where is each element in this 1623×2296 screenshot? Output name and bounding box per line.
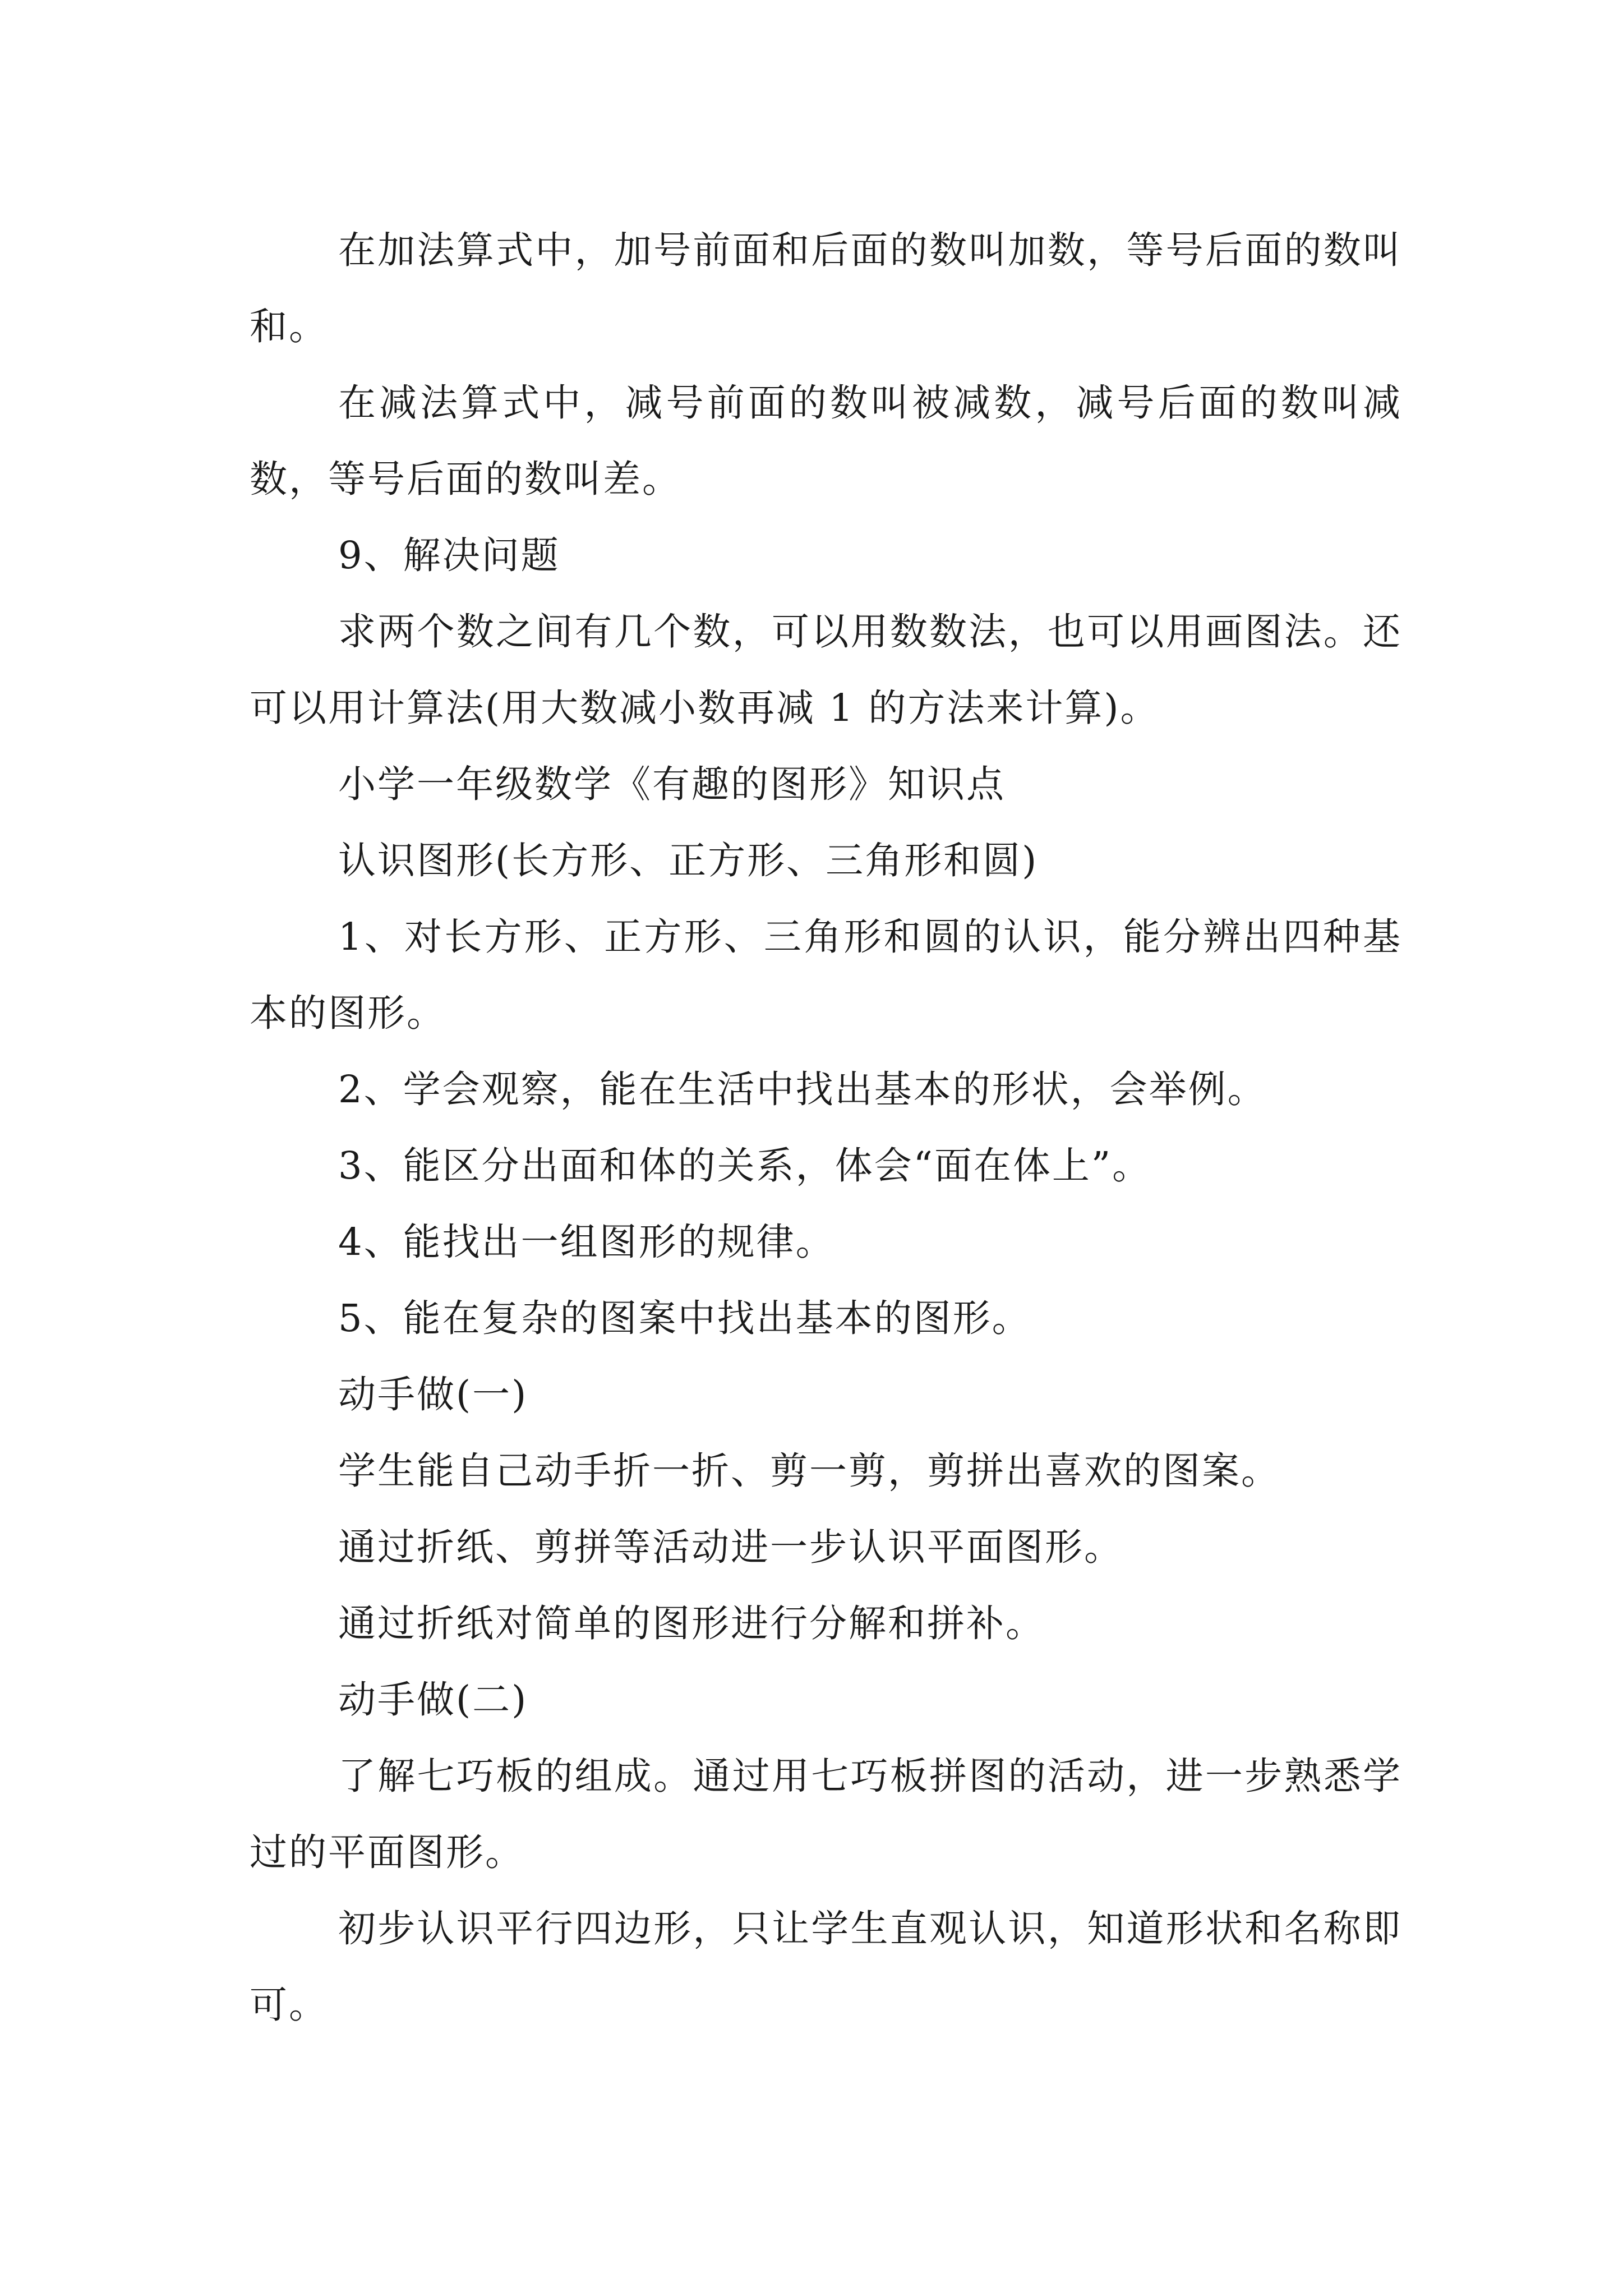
- subheading-recognize-shapes: 认识图形(长方形、正方形、三角形和圆): [338, 839, 1039, 882]
- list-item-4: 4、能找出一组图形的规律。: [338, 1220, 835, 1264]
- paragraph-fold-cut-activities: 通过折纸、剪拼等活动进一步认识平面图形。: [338, 1525, 1123, 1569]
- paragraph-fold-cut: 学生能自己动手折一折、剪一剪，剪拼出喜欢的图案。: [338, 1449, 1280, 1493]
- paragraph-parallelogram: 初步认识平行四边形，只让学生直观认识，知道形状和名称即可。: [250, 1907, 1402, 2027]
- subheading-hands-on-1: 动手做(一): [338, 1373, 528, 1416]
- subheading-hands-on-2: 动手做(二): [338, 1678, 528, 1722]
- paragraph-fold-decompose: 通过折纸对简单的图形进行分解和拼补。: [338, 1602, 1045, 1645]
- list-item-2: 2、学会观察，能在生活中找出基本的形状，会举例。: [338, 1068, 1267, 1111]
- list-item-3: 3、能区分出面和体的关系，体会“面在体上”。: [338, 1144, 1152, 1188]
- paragraph-counting-between: 求两个数之间有几个数，可以用数数法，也可以用画图法。还可以用计算法(用大数减小数再减 1 的方法来计算)。: [250, 610, 1402, 730]
- document-body: [250, 212, 1402, 2043]
- paragraph-tangram: 了解七巧板的组成。通过用七巧板拼图的活动，进一步熟悉学过的平面图形。: [250, 1754, 1402, 1874]
- section-heading-problem-solving: 9、解决问题: [338, 533, 560, 577]
- list-item-1: 1、对长方形、正方形、三角形和圆的认识，能分辨出四种基本的图形。: [250, 915, 1402, 1035]
- paragraph-addition-terms: 在加法算式中，加号前面和后面的数叫加数，等号后面的数叫和。: [250, 228, 1402, 348]
- section-heading-shapes: 小学一年级数学《有趣的图形》知识点: [338, 762, 1006, 806]
- paragraph-subtraction-terms: 在减法算式中，减号前面的数叫被减数，减号后面的数叫减数，等号后面的数叫差。: [250, 381, 1402, 501]
- list-item-5: 5、能在复杂的图案中找出基本的图形。: [338, 1296, 1031, 1340]
